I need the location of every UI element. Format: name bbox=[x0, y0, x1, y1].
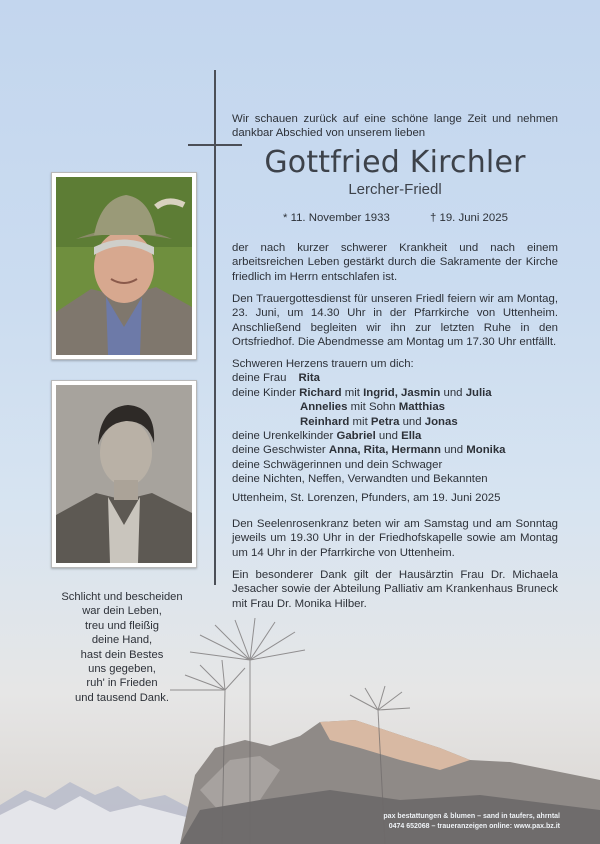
grandchild-name: Gabriel bbox=[336, 429, 376, 442]
death-paragraph: der nach kurzer schwerer Krankheit und nach einem arbeitsreichen Leben gestärkt durch die Sakramente der Kirche friedlich im Herrn entschlafen ist. bbox=[232, 242, 558, 283]
poem-line: uns gegeben, bbox=[88, 662, 156, 675]
mourners-heading: Schweren Herzens trauern um dich: bbox=[232, 358, 414, 370]
child-family-names: Matthias bbox=[398, 401, 445, 414]
connector-text: mit Sohn bbox=[350, 401, 396, 414]
mourner-child2-row bbox=[232, 400, 562, 414]
death-date: † 19. Juni 2025 bbox=[430, 212, 508, 224]
rosary-paragraph: Den Seelenrosenkranz beten wir am Samstag und am Sonntag jeweils um 19.30 Uhr in der Friedhofskapelle sowie am Montag um 14 Uhr in der Pfarrkirche von Uttenheim. bbox=[232, 518, 558, 559]
child-name: Annelies bbox=[300, 401, 348, 414]
connector-text: und bbox=[444, 444, 464, 457]
mourner-child3-row bbox=[232, 415, 562, 429]
deceased-name: Gottfried Kirchler bbox=[264, 145, 526, 180]
mourners-list bbox=[232, 357, 562, 487]
thanks-paragraph: Ein besonderer Dank gilt der Hausärztin Frau Dr. Michaela Jesacher sowie der Abteilung Palliativ am Krankenhaus Bruneck mit Frau Dr. Monika Hilber. bbox=[232, 569, 558, 610]
poem-line: treu und fleißig bbox=[84, 619, 159, 632]
child-family-names: Ingrid, Jasmin bbox=[363, 386, 441, 399]
sibling-names: Monika bbox=[466, 444, 506, 457]
undertaker-footer bbox=[383, 812, 560, 832]
poem-line: war dein Leben, bbox=[82, 605, 162, 618]
wife-name: Rita bbox=[298, 372, 320, 385]
footer-line: 0474 652068 – traueranzeigen online: www.pax.bz.it bbox=[388, 823, 560, 830]
place-date: Uttenheim, St. Lorenzen, Pfunders, am 19. Juni 2025 bbox=[232, 492, 501, 504]
intro-text: Wir schauen zurück auf eine schöne lange Zeit und nehmen dankbar Abschied von unserem lieben bbox=[232, 113, 558, 140]
connector-text: mit bbox=[352, 415, 368, 428]
siblings-label: deine Geschwister bbox=[232, 444, 326, 457]
child-name: Reinhard bbox=[300, 415, 350, 428]
connector-text: mit bbox=[344, 386, 360, 399]
grandchild-name: Ella bbox=[401, 429, 422, 442]
connector-text: und bbox=[443, 386, 463, 399]
child-name: Richard bbox=[299, 386, 342, 399]
grandchildren-label: deine Urenkelkinder bbox=[232, 429, 334, 442]
poem-line: und tausend Dank. bbox=[75, 691, 169, 704]
birth-date: * 11. November 1933 bbox=[283, 212, 390, 224]
footer-line: pax bestattungen & blumen – sand in taufers, ahrntal bbox=[383, 813, 560, 820]
mourner-children-row bbox=[232, 386, 562, 400]
cross-vertical bbox=[214, 70, 216, 585]
poem-line: Schlicht und bescheiden bbox=[61, 591, 183, 603]
mourner-wife-row bbox=[232, 371, 562, 385]
mourner-relatives-row: deine Nichten, Neffen, Verwandten und Bekannten bbox=[232, 473, 488, 486]
mourner-grandchildren-row bbox=[232, 429, 562, 443]
child-family-names: Petra bbox=[370, 415, 400, 428]
child-family-names: Jonas bbox=[424, 415, 458, 428]
children-label: deine Kinder bbox=[232, 386, 296, 399]
wife-label: deine Frau bbox=[232, 372, 287, 385]
portrait-photo-recent bbox=[51, 172, 197, 360]
mourner-siblings-row bbox=[232, 443, 562, 457]
connector-text: und bbox=[378, 429, 398, 442]
poem-line: deine Hand, bbox=[91, 634, 153, 647]
funeral-paragraph: Den Trauergottesdienst für unseren Friedl feiern wir am Montag, 23. Juni, um 14.30 Uhr in der Pfarrkirche von Uttenheim. Anschließend begleiten wir ihn zur letzten Ruhe in den Ortsfriedhof. Die Abendmesse am Montag um 17.30 Uhr entfällt. bbox=[232, 293, 558, 349]
connector-text: und bbox=[402, 415, 422, 428]
portrait-photo-young bbox=[51, 380, 197, 568]
sibling-names: Anna, Rita, Hermann bbox=[328, 444, 441, 457]
child-family-names: Julia bbox=[465, 386, 492, 399]
poem bbox=[52, 590, 192, 705]
poem-line: hast dein Bestes bbox=[80, 648, 164, 661]
mourner-inlaws-row: deine Schwägerinnen und dein Schwager bbox=[232, 458, 443, 471]
poem-line: ruh' in Frieden bbox=[86, 677, 158, 690]
house-name: Lercher-Friedl bbox=[348, 181, 442, 198]
